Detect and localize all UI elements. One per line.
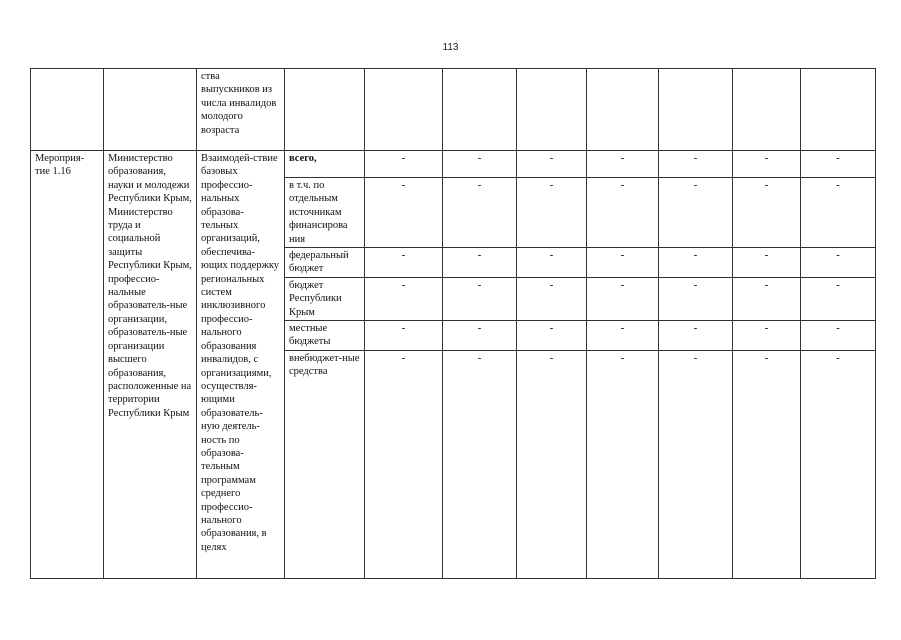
value-cell: - — [443, 151, 517, 178]
value-cell: - — [733, 277, 801, 320]
funding-label: бюджет Республики Крым — [285, 277, 365, 320]
empty-cell — [587, 69, 659, 151]
value-cell: - — [517, 321, 587, 351]
empty-cell — [517, 69, 587, 151]
value-cell: - — [365, 178, 443, 248]
description-cell: Взаимодей-ствие базовых профессио-нальных образова-тельных организаций, обеспечива-ющих поддержку региональных систем инклюзивного профессио-нального образования инвалидов, с организациями, осуществля-ющими образователь-ную деятель-ность по образова-тельным программам среднего профессио-нального образования, в целях — [197, 151, 285, 579]
funding-label: внебюджет-ные средства — [285, 350, 365, 578]
value-cell: - — [443, 321, 517, 351]
value-cell: - — [801, 321, 876, 351]
page-number: 113 — [442, 42, 459, 53]
value-cell: - — [517, 151, 587, 178]
value-cell: - — [659, 178, 733, 248]
value-cell: - — [587, 321, 659, 351]
value-cell: - — [733, 321, 801, 351]
value-cell: - — [517, 277, 587, 320]
value-cell: - — [517, 350, 587, 578]
empty-cell — [659, 69, 733, 151]
value-cell: - — [659, 277, 733, 320]
value-cell: - — [659, 321, 733, 351]
funding-label: федеральный бюджет — [285, 248, 365, 278]
measure-id: Мероприя-тие 1.16 — [31, 151, 104, 579]
value-cell: - — [801, 178, 876, 248]
value-cell: - — [733, 178, 801, 248]
value-cell: - — [801, 277, 876, 320]
value-cell: - — [659, 350, 733, 578]
funding-label: в т.ч. по отдельным источникам финансирова ния — [285, 178, 365, 248]
value-cell: - — [801, 151, 876, 178]
value-cell: - — [733, 151, 801, 178]
value-cell: - — [517, 248, 587, 278]
empty-cell — [443, 69, 517, 151]
funding-label: местные бюджеты — [285, 321, 365, 351]
value-cell: - — [365, 321, 443, 351]
value-cell: - — [587, 248, 659, 278]
continuation-row — [31, 69, 876, 151]
value-cell: - — [365, 151, 443, 178]
value-cell: - — [443, 178, 517, 248]
value-cell: - — [733, 248, 801, 278]
empty-cell — [733, 69, 801, 151]
value-cell: - — [801, 350, 876, 578]
value-cell: - — [587, 350, 659, 578]
empty-cell — [285, 69, 365, 151]
value-cell: - — [659, 248, 733, 278]
value-cell: - — [365, 248, 443, 278]
value-cell: - — [733, 350, 801, 578]
value-cell: - — [443, 350, 517, 578]
empty-cell — [104, 69, 197, 151]
value-cell: - — [587, 277, 659, 320]
value-cell: - — [517, 178, 587, 248]
empty-cell — [365, 69, 443, 151]
empty-cell — [801, 69, 876, 151]
value-cell: - — [659, 151, 733, 178]
value-cell: - — [587, 178, 659, 248]
value-cell: - — [587, 151, 659, 178]
funding-table — [30, 68, 876, 579]
value-cell: - — [365, 350, 443, 578]
funding-label: всего, — [285, 151, 365, 178]
executor-cell: Министерство образования, науки и молодежи Республики Крым, Министерство труда и социальной защиты Республики Крым, профессио-нальные образователь-ные организации, образователь-ные организации высшего образования, расположенные на территории Республики Крым — [104, 151, 197, 579]
continuation-text: ства выпускников из числа инвалидов молодого возраста — [197, 69, 285, 151]
value-cell: - — [801, 248, 876, 278]
value-cell: - — [365, 277, 443, 320]
table-row — [31, 151, 876, 178]
value-cell: - — [443, 277, 517, 320]
empty-cell — [31, 69, 104, 151]
value-cell: - — [443, 248, 517, 278]
